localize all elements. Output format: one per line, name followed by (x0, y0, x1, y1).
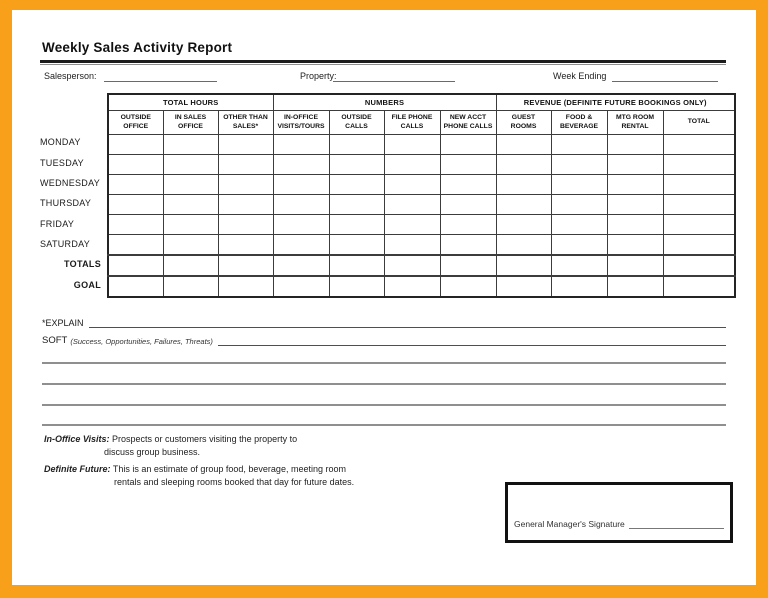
col-header: GUEST ROOMS (496, 111, 551, 135)
table-cell[interactable] (663, 276, 735, 297)
table-cell[interactable] (440, 235, 496, 256)
table-cell[interactable] (663, 215, 735, 235)
table-cell[interactable] (440, 135, 496, 155)
table-cell[interactable] (108, 195, 163, 215)
table-cell[interactable] (607, 215, 663, 235)
table-cell[interactable] (218, 135, 273, 155)
table-cell[interactable] (163, 175, 218, 195)
table-cell[interactable] (496, 135, 551, 155)
table-cell[interactable] (163, 255, 218, 276)
col-header: OTHER THAN SALES* (218, 111, 273, 135)
row-label: MONDAY (40, 137, 81, 148)
table-cell[interactable] (329, 235, 384, 256)
soft-input[interactable] (218, 332, 726, 346)
table-cell[interactable] (163, 135, 218, 155)
page-title: Weekly Sales Activity Report (42, 40, 233, 55)
table-row-totals (108, 255, 735, 276)
table-cell[interactable] (218, 215, 273, 235)
table-row-friday (108, 215, 735, 235)
week-ending-input[interactable] (612, 70, 718, 82)
table-cell[interactable] (108, 135, 163, 155)
table-cell[interactable] (607, 195, 663, 215)
table-cell[interactable] (607, 135, 663, 155)
note-in-office-line2: discuss group business. (104, 446, 201, 457)
row-label-totals: TOTALS (64, 259, 101, 270)
table-cell[interactable] (440, 155, 496, 175)
table-cell[interactable] (440, 195, 496, 215)
table-cell[interactable] (108, 155, 163, 175)
table-cell[interactable] (218, 175, 273, 195)
table-cell[interactable] (663, 155, 735, 175)
table-cell[interactable] (440, 276, 496, 297)
title-rule-thick (40, 60, 726, 63)
table-cell[interactable] (440, 215, 496, 235)
row-label: SATURDAY (40, 239, 91, 250)
table-cell[interactable] (384, 155, 440, 175)
group-header-revenue: REVENUE (DEFINITE FUTURE BOOKINGS ONLY) (496, 94, 735, 111)
col-header: IN-OFFICE VISITS/TOURS (273, 111, 329, 135)
title-rule-thin (40, 64, 726, 65)
table-row-tuesday (108, 155, 735, 175)
property-input[interactable] (333, 70, 455, 82)
table-cell[interactable] (273, 276, 329, 297)
soft-sublabel: (Success, Opportunities, Failures, Threats) (70, 337, 213, 346)
table-cell[interactable] (384, 255, 440, 276)
table-cell[interactable] (496, 195, 551, 215)
table-cell[interactable] (329, 255, 384, 276)
writing-line[interactable] (42, 424, 726, 426)
table-row-wednesday (108, 175, 735, 195)
col-header: FILE PHONE CALLS (384, 111, 440, 135)
table-cell[interactable] (663, 255, 735, 276)
table-cell[interactable] (551, 276, 607, 297)
explain-label: *EXPLAIN (42, 318, 84, 328)
table-cell[interactable] (218, 155, 273, 175)
writing-line[interactable] (42, 383, 726, 385)
explain-row (42, 314, 726, 328)
table-cell[interactable] (163, 215, 218, 235)
table-cell[interactable] (163, 155, 218, 175)
signature-box (505, 482, 733, 543)
table-cell[interactable] (163, 195, 218, 215)
table-cell[interactable] (496, 155, 551, 175)
table-cell[interactable] (663, 235, 735, 256)
soft-row (42, 332, 726, 346)
table-cell[interactable] (273, 255, 329, 276)
table-cell[interactable] (607, 255, 663, 276)
col-header: OUTSIDE CALLS (329, 111, 384, 135)
table-row-goal (108, 276, 735, 297)
table-cell[interactable] (273, 135, 329, 155)
table-cell[interactable] (273, 155, 329, 175)
table-row-saturday (108, 235, 735, 256)
note-in-office-label: In-Office Visits: (44, 434, 110, 444)
table-cell[interactable] (496, 215, 551, 235)
property-label: Property: (300, 71, 337, 81)
table-cell[interactable] (384, 215, 440, 235)
col-header: NEW ACCT PHONE CALLS (440, 111, 496, 135)
table-cell[interactable] (663, 195, 735, 215)
table-cell[interactable] (273, 235, 329, 256)
table-cell[interactable] (551, 255, 607, 276)
salesperson-label: Salesperson: (44, 71, 97, 81)
soft-label: SOFT (42, 335, 68, 346)
table-cell[interactable] (108, 215, 163, 235)
table-cell[interactable] (108, 255, 163, 276)
table-cell[interactable] (273, 195, 329, 215)
table-cell[interactable] (218, 195, 273, 215)
table-cell[interactable] (607, 235, 663, 256)
table-cell[interactable] (496, 255, 551, 276)
table-cell[interactable] (163, 235, 218, 256)
signature-label: General Manager's Signature (514, 519, 625, 529)
writing-line[interactable] (42, 404, 726, 406)
table-row-thursday (108, 195, 735, 215)
table-cell[interactable] (329, 155, 384, 175)
table-row-monday (108, 135, 735, 155)
signature-input[interactable] (629, 518, 724, 529)
table-cell[interactable] (496, 175, 551, 195)
table-cell[interactable] (329, 276, 384, 297)
day-rail (40, 132, 101, 295)
table-cell[interactable] (607, 155, 663, 175)
note-definite-future-line1: This is an estimate of group food, beverage, meeting room (112, 464, 346, 474)
table-cell[interactable] (218, 235, 273, 256)
table-cell[interactable] (384, 276, 440, 297)
table-cell[interactable] (663, 135, 735, 155)
table-cell[interactable] (551, 235, 607, 256)
table-cell[interactable] (384, 135, 440, 155)
table-cell[interactable] (329, 215, 384, 235)
note-definite-future-line2: rentals and sleeping rooms booked that day for future dates. (114, 476, 355, 487)
col-header: TOTAL (663, 111, 735, 135)
group-header-total-hours: TOTAL HOURS (108, 94, 273, 111)
row-label: WEDNESDAY (40, 177, 101, 188)
table-cell[interactable] (108, 175, 163, 195)
explain-input[interactable] (89, 314, 726, 328)
table-cell[interactable] (384, 235, 440, 256)
group-header-numbers: NUMBERS (273, 94, 496, 111)
row-label: TUESDAY (40, 157, 84, 168)
week-ending-label: Week Ending (553, 71, 607, 81)
table-cell[interactable] (551, 195, 607, 215)
table-cell[interactable] (551, 155, 607, 175)
table-cell[interactable] (384, 175, 440, 195)
salesperson-input[interactable] (104, 70, 217, 82)
table-cell[interactable] (496, 276, 551, 297)
col-header: IN SALES OFFICE (163, 111, 218, 135)
note-definite-future (44, 463, 354, 488)
note-definite-future-label: Definite Future: (44, 464, 111, 474)
table-cell[interactable] (607, 276, 663, 297)
row-label: THURSDAY (40, 198, 92, 209)
row-label: FRIDAY (40, 218, 75, 229)
table-cell[interactable] (551, 215, 607, 235)
table-cell[interactable] (273, 175, 329, 195)
table-cell[interactable] (663, 175, 735, 195)
table-cell[interactable] (607, 175, 663, 195)
table-cell[interactable] (329, 195, 384, 215)
table-cell[interactable] (384, 195, 440, 215)
note-in-office (44, 433, 297, 458)
table-cell[interactable] (329, 135, 384, 155)
col-header: OUTSIDE OFFICE (108, 111, 163, 135)
activity-table (107, 93, 736, 298)
note-in-office-line1: Prospects or customers visiting the property to (112, 434, 298, 444)
table-cell[interactable] (273, 215, 329, 235)
table-cell[interactable] (218, 276, 273, 297)
table-cell[interactable] (108, 235, 163, 256)
row-label-goal: GOAL (73, 279, 101, 290)
table-cell[interactable] (440, 175, 496, 195)
table-cell[interactable] (163, 276, 218, 297)
col-header: MTG ROOM RENTAL (607, 111, 663, 135)
table-cell[interactable] (496, 235, 551, 256)
writing-line[interactable] (42, 362, 726, 364)
table-cell[interactable] (218, 255, 273, 276)
col-header: FOOD & BEVERAGE (551, 111, 607, 135)
table-cell[interactable] (108, 276, 163, 297)
table-cell[interactable] (551, 175, 607, 195)
table-cell[interactable] (329, 175, 384, 195)
table-cell[interactable] (440, 255, 496, 276)
table-cell[interactable] (551, 135, 607, 155)
